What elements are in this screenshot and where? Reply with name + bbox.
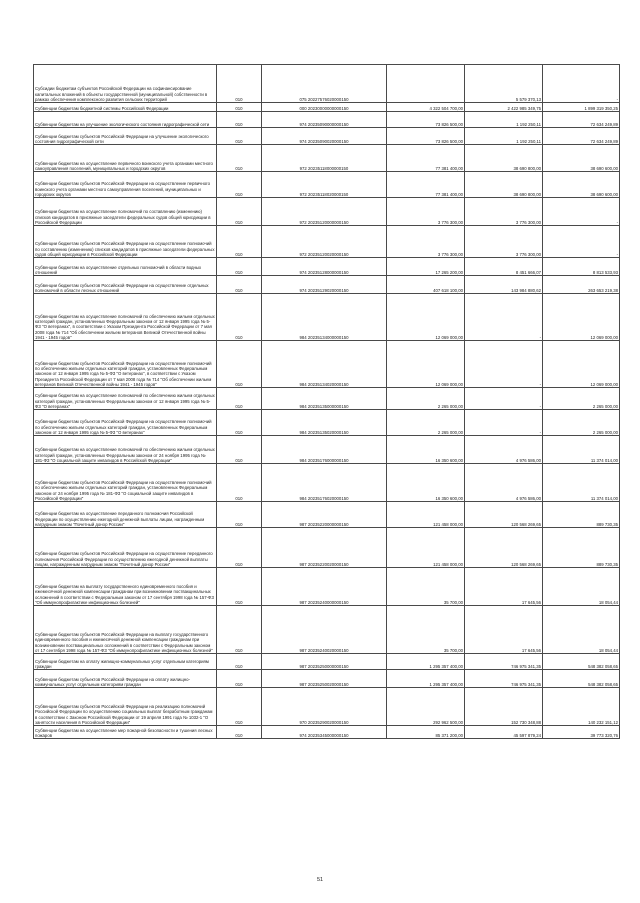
row-admin-code-cell: 010 bbox=[217, 528, 262, 568]
table-row bbox=[34, 294, 620, 341]
row-name-cell: Субвенции бюджетам субъектов Российской Федерации на улучшение экологического состояния гидрографической сети bbox=[34, 128, 217, 145]
row-budget-code-cell: 974 20235345000000150 bbox=[262, 726, 387, 739]
row-budget-code-cell: 972 20235120020000150 bbox=[262, 226, 387, 258]
table-row bbox=[34, 128, 620, 145]
row-remaining-amount-cell: 1 899 319 350,25 bbox=[543, 103, 620, 112]
row-remaining-amount-cell: 38 690 600,00 bbox=[543, 145, 620, 172]
row-budget-code-cell: 972 20235118000000150 bbox=[262, 145, 387, 172]
row-name-cell: Субвенции бюджетам субъектов Российской Федерации на оплату жилищно-коммунальных услуг отдельным категориям граждан bbox=[34, 670, 217, 688]
row-admin-code-cell: 010 bbox=[217, 410, 262, 436]
table-row bbox=[34, 276, 620, 294]
row-executed-amount-cell: 2 422 985 349,75 bbox=[465, 103, 543, 112]
table-row bbox=[34, 436, 620, 464]
row-remaining-amount-cell: 18 054,44 bbox=[543, 568, 620, 606]
row-remaining-amount-cell: 12 069 000,00 bbox=[543, 294, 620, 341]
row-executed-amount-cell: - bbox=[465, 341, 543, 388]
row-planned-amount-cell: 77 381 400,00 bbox=[387, 172, 465, 198]
row-executed-amount-cell: 152 730 348,88 bbox=[465, 688, 543, 726]
row-executed-amount-cell: 3 776 300,00 bbox=[465, 198, 543, 226]
row-remaining-amount-cell: 72 634 249,89 bbox=[543, 112, 620, 128]
row-admin-code-cell: 010 bbox=[217, 145, 262, 172]
row-admin-code-cell: 010 bbox=[217, 436, 262, 464]
row-name-cell: Субвенции бюджетам на осуществление мер пожарной безопасности и тушения лесных пожаров bbox=[34, 726, 217, 739]
row-admin-code-cell: 010 bbox=[217, 606, 262, 654]
row-executed-amount-cell: 38 690 800,00 bbox=[465, 145, 543, 172]
row-admin-code-cell: 010 bbox=[217, 103, 262, 112]
row-name-cell: Субвенции бюджетам на осуществление первичного воинского учета органами местного самоуправления поселений, муниципальных и городских округов bbox=[34, 145, 217, 172]
row-planned-amount-cell: 3 776 300,00 bbox=[387, 226, 465, 258]
row-planned-amount-cell: 73 826 500,00 bbox=[387, 112, 465, 128]
row-name-cell: Субвенции бюджетам бюджетной системы Российской Федерации bbox=[34, 103, 217, 112]
table-row bbox=[34, 258, 620, 276]
row-planned-amount-cell: 121 458 000,00 bbox=[387, 528, 465, 568]
row-name-cell: Субвенции бюджетам на осуществление отдельных полномочий в области водных отношений bbox=[34, 258, 217, 276]
row-name-cell: Субвенции бюджетам субъектов Российской Федерации на выплату государственного единовременного пособия и ежемесячной денежной компенсации гражданам при возникновении поствакцинальных осложнений в соответствии с Федеральным законом от 17 сентября 1998 года № 157-ФЗ "Об иммунопрофилактике инфекционных болезней" bbox=[34, 606, 217, 654]
row-budget-code-cell: 987 20235240000000150 bbox=[262, 568, 387, 606]
row-admin-code-cell: 010 bbox=[217, 258, 262, 276]
row-admin-code-cell: 010 bbox=[217, 65, 262, 103]
row-admin-code-cell: 010 bbox=[217, 502, 262, 528]
row-remaining-amount-cell: 39 773 320,76 bbox=[543, 726, 620, 739]
table-row bbox=[34, 502, 620, 528]
row-budget-code-cell: 972 20235120000000150 bbox=[262, 198, 387, 226]
row-planned-amount-cell: 77 381 400,00 bbox=[387, 145, 465, 172]
row-remaining-amount-cell: 8 813 533,93 bbox=[543, 258, 620, 276]
row-remaining-amount-cell: 11 374 014,00 bbox=[543, 464, 620, 502]
row-executed-amount-cell: 45 597 879,24 bbox=[465, 726, 543, 739]
row-admin-code-cell: 010 bbox=[217, 464, 262, 502]
row-budget-code-cell: 984 20235134000000150 bbox=[262, 294, 387, 341]
row-planned-amount-cell: 35 700,00 bbox=[387, 606, 465, 654]
row-admin-code-cell: 010 bbox=[217, 688, 262, 726]
row-name-cell: Субвенции бюджетам на улучшение экологического состояния гидрографической сети bbox=[34, 112, 217, 128]
row-name-cell: Субвенции бюджетам на осуществление полномочий по обеспечению жильем отдельных категорий граждан, установленных Федеральным законом от 24 ноября 1995 года № 181-ФЗ "О социальной защите инвалидов в Российской Федерации" bbox=[34, 436, 217, 464]
row-executed-amount-cell: 38 690 800,00 bbox=[465, 172, 543, 198]
row-name-cell: Субвенции бюджетам субъектов Российской Федерации на реализацию полномочий Российской Федерации по осуществлению социальных выплат безработным гражданам в соответствии с Законом Российской Федерации от 19 апреля 1991 года № 1032-1 "О занятости населения в Российской Федерации" bbox=[34, 688, 217, 726]
row-executed-amount-cell: 143 984 880,62 bbox=[465, 276, 543, 294]
row-admin-code-cell: 010 bbox=[217, 294, 262, 341]
row-remaining-amount-cell: - bbox=[543, 226, 620, 258]
row-admin-code-cell: 010 bbox=[217, 276, 262, 294]
table-row bbox=[34, 226, 620, 258]
row-executed-amount-cell: 120 568 269,65 bbox=[465, 502, 543, 528]
row-budget-code-cell: 984 20235176020000150 bbox=[262, 464, 387, 502]
row-planned-amount-cell: 2 265 000,00 bbox=[387, 410, 465, 436]
row-admin-code-cell: 010 bbox=[217, 341, 262, 388]
row-budget-code-cell: 970 20235290020000150 bbox=[262, 688, 387, 726]
row-name-cell: Субвенции бюджетам субъектов Российской Федерации на осуществление переданного полномочия Российской Федерации по осуществлению ежегодной денежной выплаты лицам, награжденным нагрудным знаком "Почетный донор России" bbox=[34, 528, 217, 568]
row-budget-code-cell: 984 20235135020000150 bbox=[262, 410, 387, 436]
row-remaining-amount-cell: 548 382 058,65 bbox=[543, 670, 620, 688]
table-row bbox=[34, 172, 620, 198]
row-budget-code-cell: 987 20235240020000150 bbox=[262, 606, 387, 654]
row-budget-code-cell: 972 20235118020000150 bbox=[262, 172, 387, 198]
row-planned-amount-cell: 35 700,00 bbox=[387, 568, 465, 606]
row-remaining-amount-cell: 12 069 000,00 bbox=[543, 341, 620, 388]
row-name-cell: Субвенции бюджетам на выплату государственного единовременного пособия и ежемесячной денежной компенсации гражданам при возникновении поствакцинальных осложнений в соответствии с Федеральным законом от 17 сентября 1998 года № 157-ФЗ "Об иммунопрофилактике инфекционных болезней" bbox=[34, 568, 217, 606]
row-planned-amount-cell bbox=[387, 65, 465, 103]
budget-table-body bbox=[34, 65, 620, 739]
row-budget-code-cell: 984 20235176000000150 bbox=[262, 436, 387, 464]
row-name-cell: Субвенции бюджетам на осуществление полномочий по обеспечению жильем отдельных категорий граждан, установленных Федеральным законом от 12 января 1995 года № 5-ФЗ "О ветеранах", в соответствии с Указом Президента Российской Федерации от 7 мая 2008 года № 714 "Об обеспечении жильем ветеранов Великой Отечественной войны 1941 - 1945 годов" bbox=[34, 294, 217, 341]
table-row bbox=[34, 410, 620, 436]
row-executed-amount-cell: 746 975 341,35 bbox=[465, 670, 543, 688]
row-budget-code-cell: 987 20235220000000150 bbox=[262, 502, 387, 528]
row-budget-code-cell: 984 20235135000000150 bbox=[262, 388, 387, 410]
row-planned-amount-cell: 16 350 600,00 bbox=[387, 464, 465, 502]
row-name-cell: Субвенции бюджетам на осуществление полномочий по составлению (изменению) списков кандидатов в присяжные заседатели федеральных судов общей юрисдикции в Российской Федерации bbox=[34, 198, 217, 226]
row-remaining-amount-cell: - bbox=[543, 65, 620, 103]
row-admin-code-cell: 010 bbox=[217, 198, 262, 226]
row-remaining-amount-cell: 72 634 249,89 bbox=[543, 128, 620, 145]
row-admin-code-cell: 010 bbox=[217, 112, 262, 128]
row-executed-amount-cell: 8 451 666,07 bbox=[465, 258, 543, 276]
row-remaining-amount-cell: - bbox=[543, 198, 620, 226]
row-budget-code-cell: 974 20235090000000150 bbox=[262, 112, 387, 128]
row-executed-amount-cell: 120 568 269,65 bbox=[465, 528, 543, 568]
row-name-cell: Субвенции бюджетам субъектов Российской Федерации на осуществление полномочий по составлению (изменению) списков кандидатов в присяжные заседатели федеральных судов общей юрисдикции в Российской Федерации bbox=[34, 226, 217, 258]
row-remaining-amount-cell: 2 265 000,00 bbox=[543, 410, 620, 436]
row-planned-amount-cell: 4 322 504 700,00 bbox=[387, 103, 465, 112]
row-planned-amount-cell: 12 069 000,00 bbox=[387, 341, 465, 388]
row-executed-amount-cell: 746 975 341,35 bbox=[465, 654, 543, 670]
row-budget-code-cell: 984 20235134020000150 bbox=[262, 341, 387, 388]
row-planned-amount-cell: 1 295 357 400,00 bbox=[387, 670, 465, 688]
table-row bbox=[34, 568, 620, 606]
row-executed-amount-cell: 5 579 370,13 bbox=[465, 65, 543, 103]
row-executed-amount-cell: - bbox=[465, 410, 543, 436]
table-row bbox=[34, 103, 620, 112]
row-executed-amount-cell: 4 976 586,00 bbox=[465, 464, 543, 502]
row-remaining-amount-cell: 18 054,44 bbox=[543, 606, 620, 654]
row-executed-amount-cell: - bbox=[465, 294, 543, 341]
row-admin-code-cell: 010 bbox=[217, 128, 262, 145]
row-admin-code-cell: 010 bbox=[217, 172, 262, 198]
row-admin-code-cell: 010 bbox=[217, 388, 262, 410]
row-budget-code-cell: 974 20235090020000150 bbox=[262, 128, 387, 145]
row-planned-amount-cell: 292 962 500,00 bbox=[387, 688, 465, 726]
table-row bbox=[34, 688, 620, 726]
row-budget-code-cell: 987 20235250000000150 bbox=[262, 654, 387, 670]
table-row bbox=[34, 112, 620, 128]
row-remaining-amount-cell: 38 690 600,00 bbox=[543, 172, 620, 198]
row-budget-code-cell: 987 20235250020000150 bbox=[262, 670, 387, 688]
budget-table bbox=[33, 64, 620, 739]
row-name-cell: Субвенции бюджетам субъектов Российской Федерации на осуществление полномочий по обеспечению жильем отдельных категорий граждан, установленных Федеральным законом от 24 ноября 1995 года № 181-ФЗ "О социальной защите инвалидов в Российской Федерации" bbox=[34, 464, 217, 502]
page-number: 51 bbox=[316, 877, 324, 883]
row-admin-code-cell: 010 bbox=[217, 670, 262, 688]
row-executed-amount-cell: 17 645,56 bbox=[465, 606, 543, 654]
row-planned-amount-cell: 2 265 000,00 bbox=[387, 388, 465, 410]
row-planned-amount-cell: 12 069 000,00 bbox=[387, 294, 465, 341]
row-admin-code-cell: 010 bbox=[217, 226, 262, 258]
table-row bbox=[34, 464, 620, 502]
row-planned-amount-cell: 85 371 200,00 bbox=[387, 726, 465, 739]
table-row bbox=[34, 670, 620, 688]
row-admin-code-cell: 010 bbox=[217, 654, 262, 670]
table-row bbox=[34, 145, 620, 172]
row-name-cell: Субвенции бюджетам на оплату жилищно-коммунальных услуг отдельным категориям граждан bbox=[34, 654, 217, 670]
table-row bbox=[34, 198, 620, 226]
row-executed-amount-cell: 1 192 250,11 bbox=[465, 128, 543, 145]
row-budget-code-cell: 987 20235220020000150 bbox=[262, 528, 387, 568]
row-name-cell: Субвенции бюджетам на осуществление полномочий по обеспечению жильем отдельных категорий граждан, установленных Федеральным законом от 12 января 1995 года № 5-ФЗ "О ветеранах" bbox=[34, 388, 217, 410]
table-row bbox=[34, 726, 620, 739]
table-row bbox=[34, 341, 620, 388]
row-executed-amount-cell: 1 192 250,11 bbox=[465, 112, 543, 128]
table-row bbox=[34, 654, 620, 670]
row-executed-amount-cell: 17 645,56 bbox=[465, 568, 543, 606]
row-name-cell: Субвенции бюджетам субъектов Российской Федерации на осуществление полномочий по обеспечению жильем отдельных категорий граждан, установленных Федеральным законом от 12 января 1995 года № 5-ФЗ "О ветеранах", в соответствии с Указом Президента Российской Федерации от 7 мая 2008 года № 714 "Об обеспечении жильем ветеранов Великой Отечественной войны 1941 - 1945 годов" bbox=[34, 341, 217, 388]
row-remaining-amount-cell: 2 265 000,00 bbox=[543, 388, 620, 410]
row-budget-code-cell: 974 20235129020000150 bbox=[262, 276, 387, 294]
row-executed-amount-cell: - bbox=[465, 388, 543, 410]
table-row bbox=[34, 388, 620, 410]
row-name-cell: Субвенции бюджетам на осуществление переданного полномочия Российской Федерации по осуществлению ежегодной денежной выплаты лицам, награжденным нагрудным знаком "Почетный донор России" bbox=[34, 502, 217, 528]
row-name-cell: Субвенции бюджетам субъектов Российской Федерации на осуществление первичного воинского учета органами местного самоуправления поселений, муниципальных и городских округов bbox=[34, 172, 217, 198]
row-budget-code-cell: 000 20230000000000150 bbox=[262, 103, 387, 112]
row-remaining-amount-cell: 889 730,35 bbox=[543, 528, 620, 568]
row-remaining-amount-cell: 263 653 219,38 bbox=[543, 276, 620, 294]
row-executed-amount-cell: 3 776 300,00 bbox=[465, 226, 543, 258]
row-planned-amount-cell: 17 265 200,00 bbox=[387, 258, 465, 276]
row-planned-amount-cell: 3 776 300,00 bbox=[387, 198, 465, 226]
row-remaining-amount-cell: 548 382 058,65 bbox=[543, 654, 620, 670]
row-planned-amount-cell: 1 295 357 400,00 bbox=[387, 654, 465, 670]
row-budget-code-cell: 974 20235128000000150 bbox=[262, 258, 387, 276]
row-name-cell: Субвенции бюджетам субъектов Российской Федерации на осуществление полномочий по обеспечению жильем отдельных категорий граждан, установленных Федеральным законом от 12 января 1995 года № 5-ФЗ "О ветеранах" bbox=[34, 410, 217, 436]
row-planned-amount-cell: 16 350 600,00 bbox=[387, 436, 465, 464]
row-planned-amount-cell: 121 458 000,00 bbox=[387, 502, 465, 528]
row-remaining-amount-cell: 889 730,35 bbox=[543, 502, 620, 528]
row-budget-code-cell: 075 20227576020000150 bbox=[262, 65, 387, 103]
row-planned-amount-cell: 407 618 100,00 bbox=[387, 276, 465, 294]
row-remaining-amount-cell: 11 374 014,00 bbox=[543, 436, 620, 464]
row-executed-amount-cell: 4 976 586,00 bbox=[465, 436, 543, 464]
table-row bbox=[34, 528, 620, 568]
row-admin-code-cell: 010 bbox=[217, 568, 262, 606]
row-name-cell: Субвенции бюджетам субъектов Российской Федерации на осуществление отдельных полномочий в области лесных отношений bbox=[34, 276, 217, 294]
table-row bbox=[34, 65, 620, 103]
row-name-cell: Субсидии бюджетам субъектов Российской Федерации на софинансирование капитальных вложений в объекты государственной (муниципальной) собственности в рамках обеспечения комплексного развития сельских территорий bbox=[34, 65, 217, 103]
row-remaining-amount-cell: 140 232 151,12 bbox=[543, 688, 620, 726]
row-admin-code-cell: 010 bbox=[217, 726, 262, 739]
row-planned-amount-cell: 73 826 500,00 bbox=[387, 128, 465, 145]
table-row bbox=[34, 606, 620, 654]
